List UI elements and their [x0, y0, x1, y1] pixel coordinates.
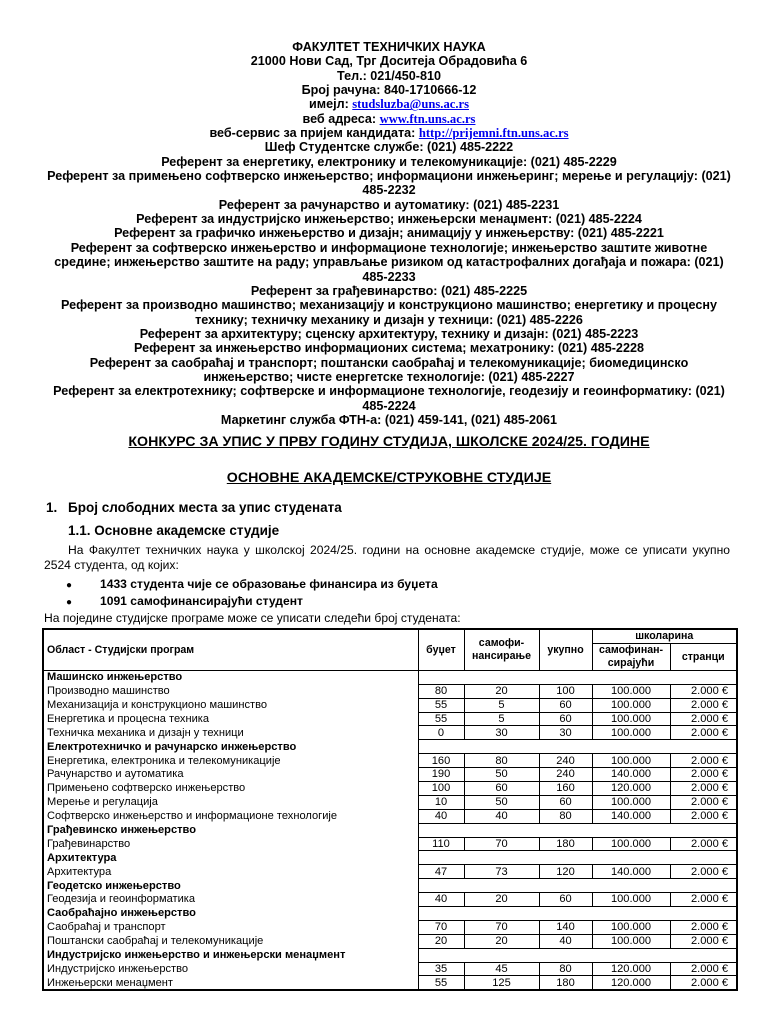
program-name: Енергетика и процесна техника	[43, 712, 418, 726]
self-financed-seats: 5	[464, 712, 539, 726]
contact-line: Референт за саобраћај и транспорт; поштански саобраћај и телекомуникације; биомедицинско инжењерство; чисте енергетске технологије: (021) 485-2227	[89, 355, 689, 384]
table-row	[43, 893, 737, 907]
table-row	[43, 754, 737, 768]
program-name: Архитектура	[43, 865, 418, 879]
program-name: Техничка механика и дизајн у техници	[43, 726, 418, 740]
table-row	[43, 976, 737, 990]
col-selffin-header: самофинан-сирајући	[592, 643, 670, 670]
foreign-fee: 2.000 €	[670, 865, 737, 879]
budget-seats: 55	[418, 698, 464, 712]
service-label: веб-сервис за пријем кандидата:	[209, 126, 416, 141]
program-name: Рачунарство и аутоматика	[43, 768, 418, 782]
foreign-fee: 2.000 €	[670, 795, 737, 809]
contact-line: Референт за примењено софтверско инжењерство; информациони инжењеринг; мерење и регулацију: (021) 485-2232	[47, 169, 731, 198]
budget-seats: 10	[418, 795, 464, 809]
foreign-fee: 2.000 €	[670, 684, 737, 698]
group-spacer	[418, 851, 737, 865]
total-seats: 140	[539, 920, 592, 934]
section-number: 1.	[46, 500, 58, 515]
contact-line: Референт за рачунарство и аутоматику: (021) 485-2231	[218, 197, 560, 212]
web-link[interactable]: www.ftn.uns.ac.rs	[379, 111, 476, 126]
self-financed-seats: 30	[464, 726, 539, 740]
group-name: Машинско инжењерство	[43, 670, 418, 684]
tuition-fee: 100.000	[592, 837, 670, 851]
budget-seats: 20	[418, 934, 464, 948]
contact-line: Референт за производно машинство; механизацију и конструкционо машинство; енергетику и процесну технику; техничку механику и дизајн у техници: (021) 485-2226	[61, 298, 717, 327]
budget-seats: 55	[418, 712, 464, 726]
budget-seats: 160	[418, 754, 464, 768]
foreign-fee: 2.000 €	[670, 809, 737, 823]
contact-line: Референт за грађевинарство: (021) 485-2225	[250, 283, 528, 298]
section-1-1-heading: 1.1. Основне академске студије	[68, 523, 280, 538]
foreign-fee: 2.000 €	[670, 962, 737, 976]
total-seats: 60	[539, 698, 592, 712]
bullet-icon: ●	[66, 580, 73, 591]
tuition-fee: 140.000	[592, 865, 670, 879]
total-seats: 240	[539, 768, 592, 782]
self-financed-seats: 20	[464, 934, 539, 948]
foreign-fee: 2.000 €	[670, 920, 737, 934]
web-line	[44, 112, 734, 126]
group-spacer	[418, 879, 737, 893]
program-name: Инжењерски менаџмент	[43, 976, 418, 990]
foreign-fee: 2.000 €	[670, 712, 737, 726]
email-link[interactable]: studsluzba@uns.ac.rs	[352, 97, 469, 112]
faculty-address: 21000 Нови Сад, Трг Доситеја Обрадовића 6	[250, 54, 528, 69]
program-name: Индустријско инжењерство	[43, 962, 418, 976]
contact-line: Референт за електротехнику; софтверске и информационе технологије, геодезију и геоинформатику: (021) 485-2224	[53, 384, 725, 413]
table-row	[43, 712, 737, 726]
self-financed-seats: 73	[464, 865, 539, 879]
total-seats: 160	[539, 782, 592, 796]
group-spacer	[418, 948, 737, 962]
intro-paragraph: На Факултет техничких наука у школској 2024/25. години на основне академске студије, може се уписати укупно 2524 студента, од којих:	[44, 543, 730, 572]
budget-seats: 40	[418, 893, 464, 907]
tuition-fee: 100.000	[592, 754, 670, 768]
tuition-fee: 100.000	[592, 893, 670, 907]
total-seats: 180	[539, 976, 592, 990]
table-group-row	[43, 879, 737, 893]
group-name: Грађевинско инжењерство	[43, 823, 418, 837]
self-financed-seats: 5	[464, 698, 539, 712]
table-row	[43, 698, 737, 712]
tuition-fee: 120.000	[592, 976, 670, 990]
self-financed-seats: 20	[464, 893, 539, 907]
contact-line: Шеф Студентске службе: (021) 485-2222	[264, 140, 514, 155]
bullet-item: ● 1433 студента чије се образовање финансира из буџета	[66, 577, 438, 591]
email-line	[44, 97, 734, 111]
col-foreign-header: странци	[670, 643, 737, 670]
self-financed-seats: 70	[464, 837, 539, 851]
table-row	[43, 782, 737, 796]
total-seats: 180	[539, 837, 592, 851]
faculty-phone: Тел.: 021/450-810	[337, 68, 441, 83]
table-row	[43, 837, 737, 851]
program-name: Грађевинарство	[43, 837, 418, 851]
self-financed-seats: 40	[464, 809, 539, 823]
table-group-row	[43, 740, 737, 754]
table-row	[43, 934, 737, 948]
col-program-header: Област - Студијски програм	[43, 629, 418, 670]
programs-table	[42, 628, 738, 991]
foreign-fee: 2.000 €	[670, 726, 737, 740]
group-spacer	[418, 823, 737, 837]
service-link[interactable]: http://prijemni.ftn.uns.ac.rs	[418, 126, 569, 141]
program-name: Геодезија и геоинформатика	[43, 893, 418, 907]
contact-line: Референт за софтверско инжењерство и информационе технологије; инжењерство заштите животне средине; инжењерство заштите на раду; управљање ризиком од катастрофалних догађаја и пожара: (021) 485-2233	[54, 240, 724, 284]
group-name: Електротехничко и рачунарско инжењерство	[43, 740, 418, 754]
program-name: Поштански саобраћај и телекомуникације	[43, 934, 418, 948]
budget-seats: 47	[418, 865, 464, 879]
foreign-fee: 2.000 €	[670, 698, 737, 712]
foreign-fee: 2.000 €	[670, 837, 737, 851]
tuition-fee: 120.000	[592, 962, 670, 976]
self-financed-seats: 50	[464, 795, 539, 809]
table-group-row	[43, 670, 737, 684]
program-name: Производно машинство	[43, 684, 418, 698]
foreign-fee: 2.000 €	[670, 754, 737, 768]
tuition-fee: 100.000	[592, 712, 670, 726]
self-financed-seats: 50	[464, 768, 539, 782]
col-self-header: самофи-нансирање	[464, 629, 539, 670]
budget-seats: 100	[418, 782, 464, 796]
group-spacer	[418, 907, 737, 921]
program-name: Саобраћај и транспорт	[43, 920, 418, 934]
bullet-item: ● 1091 самофинансирајући студент	[66, 594, 303, 608]
tuition-fee: 120.000	[592, 782, 670, 796]
foreign-fee: 2.000 €	[670, 893, 737, 907]
tuition-fee: 100.000	[592, 698, 670, 712]
group-name: Саобраћајно инжењерство	[43, 907, 418, 921]
group-spacer	[418, 740, 737, 754]
tuition-fee: 100.000	[592, 934, 670, 948]
total-seats: 40	[539, 934, 592, 948]
contact-header	[44, 40, 734, 427]
total-seats: 240	[539, 754, 592, 768]
table-group-row	[43, 851, 737, 865]
tuition-fee: 100.000	[592, 920, 670, 934]
total-seats: 60	[539, 795, 592, 809]
group-name: Геодетско инжењерство	[43, 879, 418, 893]
competition-title: КОНКУРС ЗА УПИС У ПРВУ ГОДИНУ СТУДИЈА, ШКОЛСКЕ 2024/25. ГОДИНЕ	[128, 434, 650, 450]
table-row	[43, 726, 737, 740]
contact-line: Референт за енергетику, електронику и телекомуникације: (021) 485-2229	[161, 154, 617, 169]
total-seats: 80	[539, 809, 592, 823]
self-financed-seats: 20	[464, 684, 539, 698]
total-seats: 60	[539, 893, 592, 907]
col-total-header: укупно	[539, 629, 592, 670]
table-row	[43, 865, 737, 879]
service-line	[44, 126, 734, 140]
faculty-name: ФАКУЛТЕТ ТЕХНИЧКИХ НАУКА	[292, 40, 486, 54]
table-group-row	[43, 823, 737, 837]
budget-seats: 35	[418, 962, 464, 976]
table-group-row	[43, 907, 737, 921]
table-row	[43, 920, 737, 934]
table-intro: На поједине студијске програме може се уписати следећи број студената:	[44, 611, 461, 625]
total-seats: 30	[539, 726, 592, 740]
total-seats: 120	[539, 865, 592, 879]
total-seats: 80	[539, 962, 592, 976]
program-name: Примењено софтверско инжењерство	[43, 782, 418, 796]
program-name: Механизација и конструкционо машинство	[43, 698, 418, 712]
tuition-fee: 100.000	[592, 726, 670, 740]
program-name: Софтверско инжењерство и информационе технологије	[43, 809, 418, 823]
col-tuition-header: школарина	[592, 629, 737, 643]
foreign-fee: 2.000 €	[670, 934, 737, 948]
contact-line: Референт за индустријско инжењерство; инжењерски менаџмент: (021) 485-2224	[136, 212, 642, 227]
tuition-fee: 100.000	[592, 684, 670, 698]
group-name: Индустријско инжењерство и инжењерски менаџмент	[43, 948, 418, 962]
tuition-fee: 140.000	[592, 768, 670, 782]
table-row	[43, 809, 737, 823]
budget-seats: 190	[418, 768, 464, 782]
self-financed-seats: 125	[464, 976, 539, 990]
program-name: Мерење и регулација	[43, 795, 418, 809]
col-budget-header: буџет	[418, 629, 464, 670]
self-financed-seats: 60	[464, 782, 539, 796]
web-label: веб адреса:	[302, 111, 377, 126]
tuition-fee: 140.000	[592, 809, 670, 823]
self-financed-seats: 80	[464, 754, 539, 768]
foreign-fee: 2.000 €	[670, 976, 737, 990]
table-row	[43, 795, 737, 809]
section-title: Број слободних места за упис студената	[68, 500, 342, 515]
self-financed-seats: 45	[464, 962, 539, 976]
budget-seats: 70	[418, 920, 464, 934]
program-name: Енергетика, електроника и телекомуникације	[43, 754, 418, 768]
total-seats: 60	[539, 712, 592, 726]
contact-line: Референт за инжењерство информационих система; мехатронику: (021) 485-2228	[134, 341, 644, 356]
budget-seats: 110	[418, 837, 464, 851]
email-label: имејл:	[309, 97, 349, 112]
foreign-fee: 2.000 €	[670, 782, 737, 796]
table-group-row	[43, 948, 737, 962]
foreign-fee: 2.000 €	[670, 768, 737, 782]
bullet-icon: ●	[66, 597, 73, 608]
table-row	[43, 962, 737, 976]
budget-seats: 0	[418, 726, 464, 740]
table-row	[43, 684, 737, 698]
budget-seats: 80	[418, 684, 464, 698]
budget-seats: 55	[418, 976, 464, 990]
contact-line: Референт за архитектуру; сценску архитектуру, технику и дизајн: (021) 485-2223	[139, 326, 639, 341]
contact-line: Референт за графичко инжењерство и дизајн; анимацију у инжењерству: (021) 485-2221	[114, 226, 664, 241]
section-1-heading	[46, 500, 342, 515]
group-name: Архитектура	[43, 851, 418, 865]
tuition-fee: 100.000	[592, 795, 670, 809]
self-financed-seats: 70	[464, 920, 539, 934]
total-seats: 100	[539, 684, 592, 698]
bank-account: Број рачуна: 840-1710666-12	[301, 83, 477, 98]
contact-line: Маркетинг служба ФТН-а: (021) 459-141, (021) 485-2061	[220, 412, 558, 427]
group-spacer	[418, 670, 737, 684]
table-row	[43, 768, 737, 782]
budget-seats: 40	[418, 809, 464, 823]
studies-title: ОСНОВНЕ АКАДЕМСКЕ/СТРУКОВНЕ СТУДИЈЕ	[226, 470, 552, 486]
